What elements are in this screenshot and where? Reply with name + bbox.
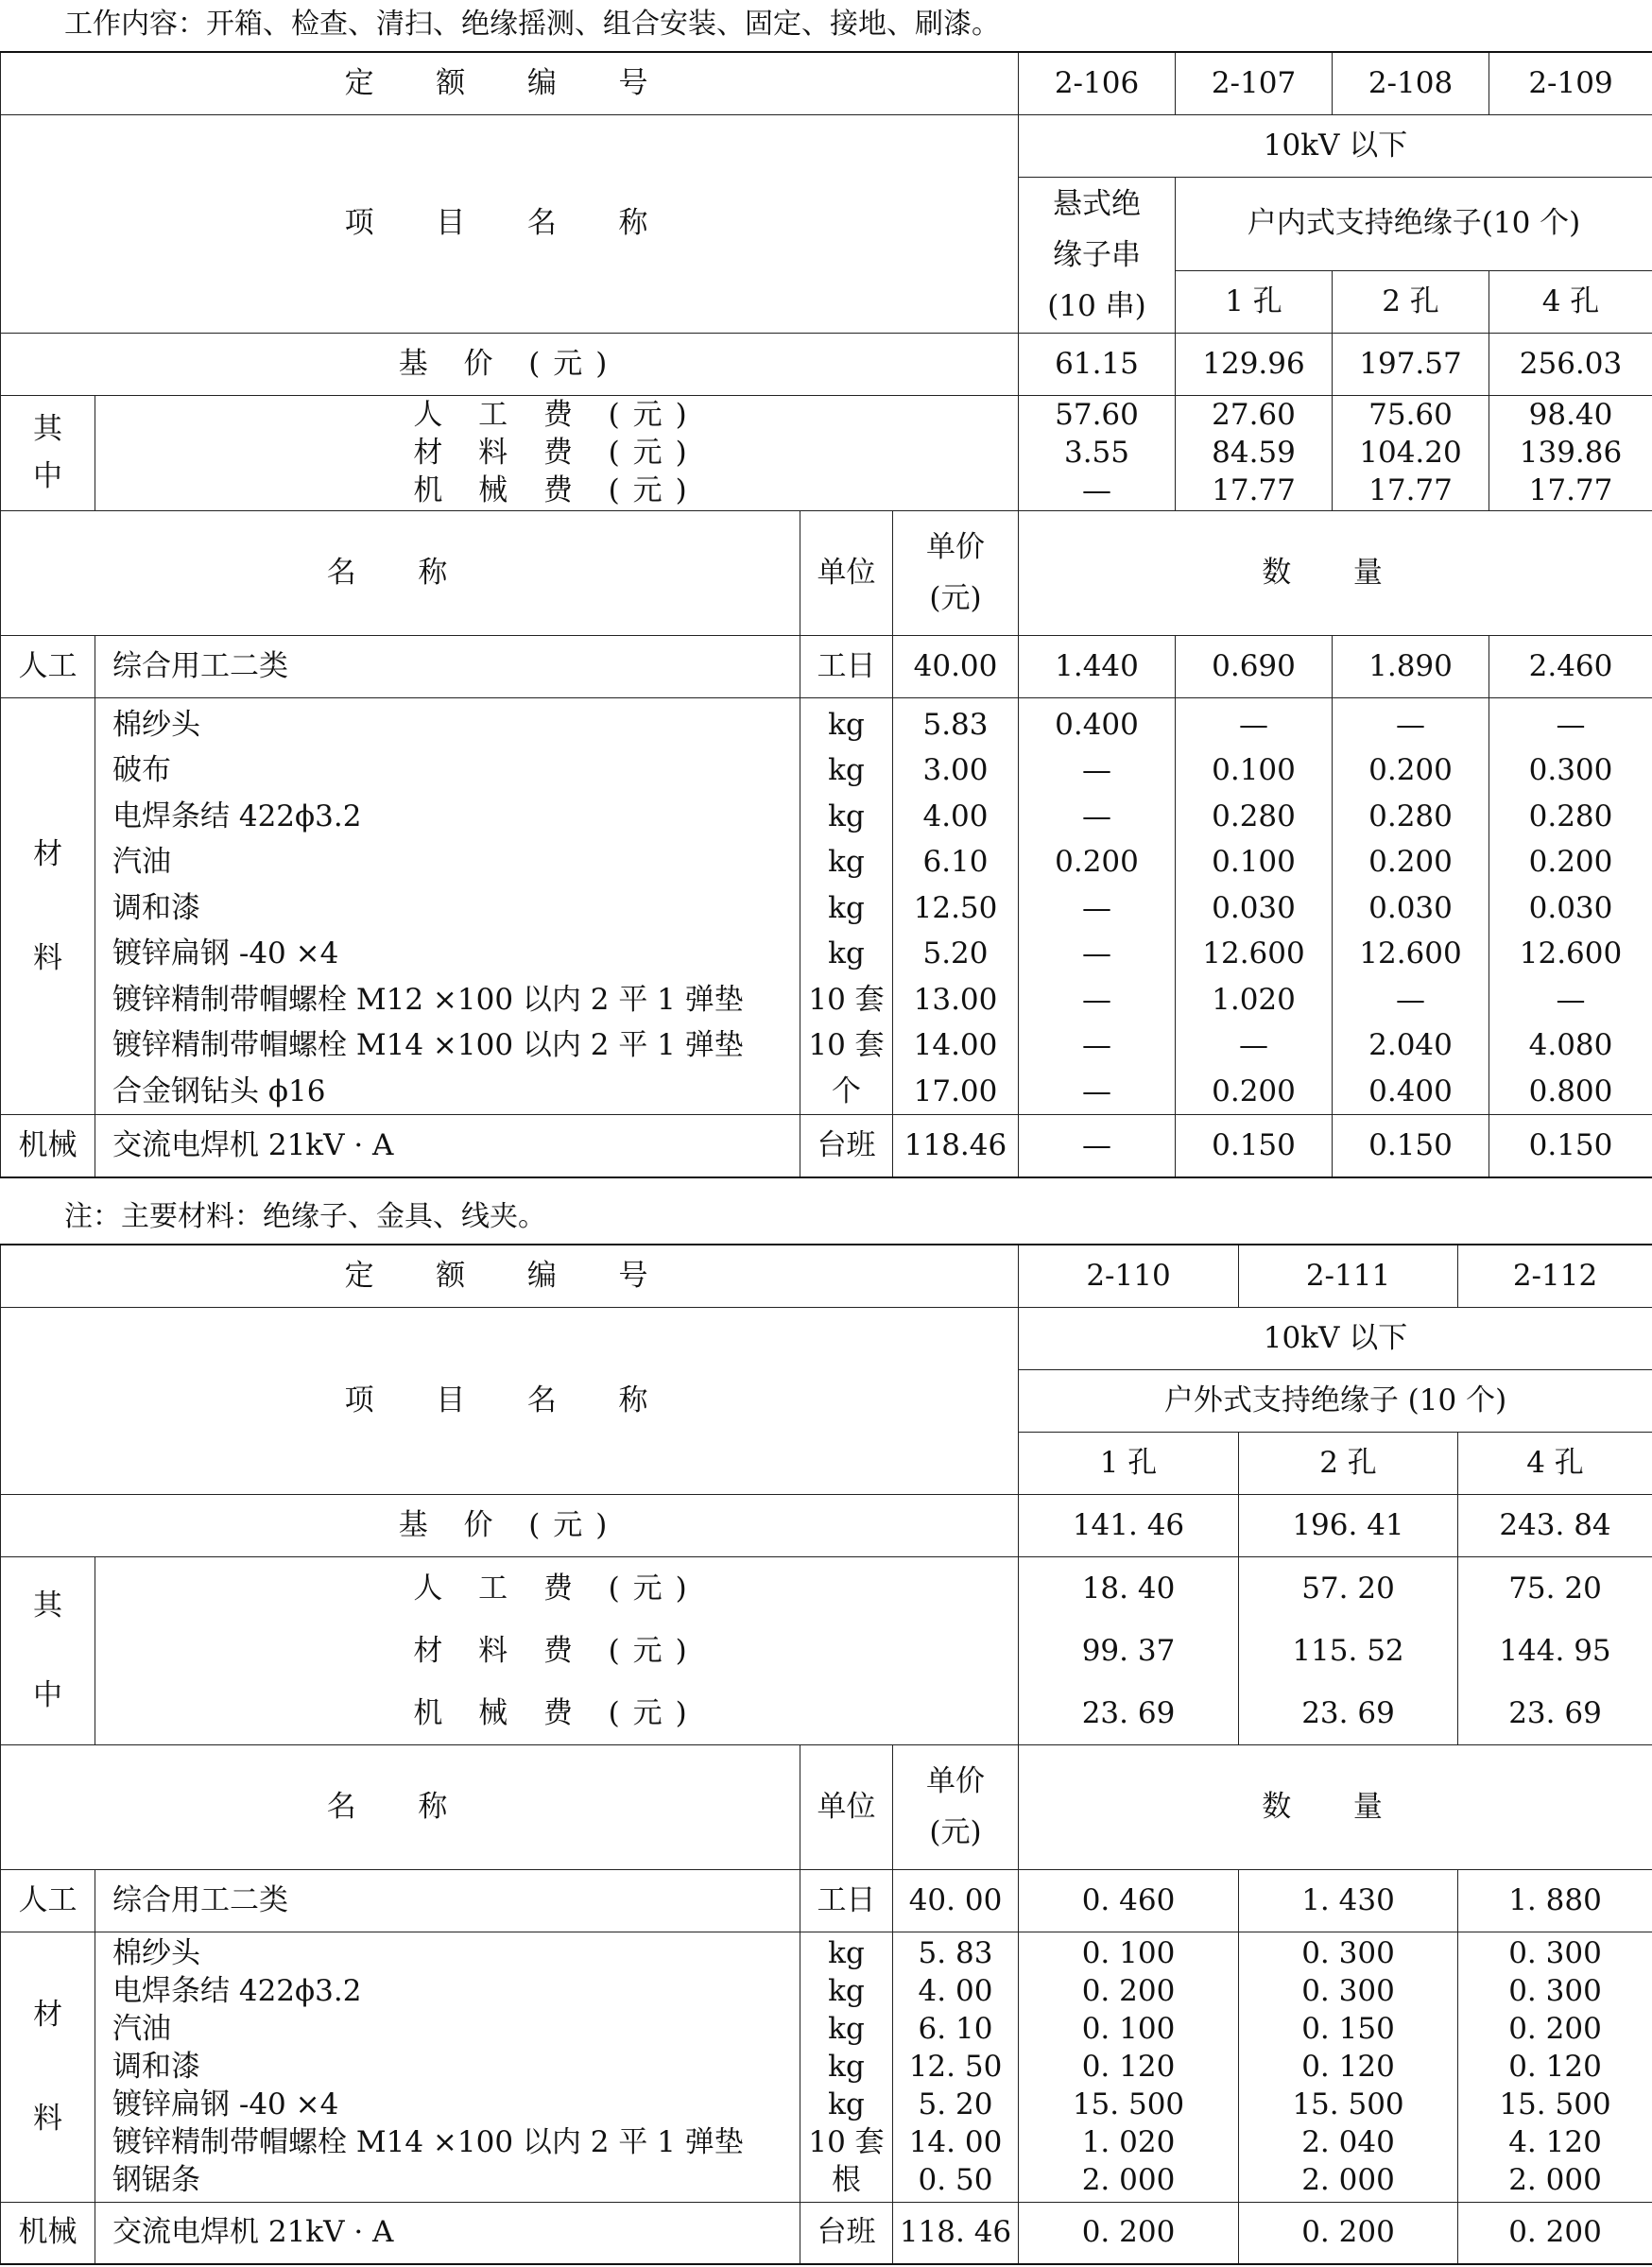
fee-column: 27.60 84.59 17.77 (1176, 395, 1333, 510)
quantity-cell: 1.890 (1333, 635, 1489, 697)
base-price-cell: 196. 41 (1239, 1494, 1458, 1556)
quantity-cell: 0. 200 (1458, 2202, 1652, 2264)
fee-column: 57. 20 115. 52 23. 69 (1239, 1556, 1458, 1744)
voltage-cell: 10kV 以下 (1019, 114, 1652, 177)
material-quantities: 0. 300 0. 300 0. 200 0. 120 15. 500 4. 120 2. 000 (1458, 1932, 1652, 2202)
quantity-cell: 0.150 (1489, 1115, 1652, 1177)
quantity-cell: 2.460 (1489, 635, 1652, 697)
name-header: 名 称 (1, 1744, 800, 1869)
quantity-cell: 0. 460 (1019, 1869, 1239, 1932)
material-prices: 5.83 3.00 4.00 6.10 12.50 5.20 13.00 14.00 17.00 (893, 697, 1019, 1115)
material-name: 镀锌精制带帽螺栓 M14 ×100 以内 2 平 1 弹垫 (112, 1028, 744, 1062)
quantity-cell: 0.150 (1176, 1115, 1333, 1177)
machine-item-price: 118. 46 (893, 2202, 1019, 2264)
cat-machine: 机械 (1, 2202, 95, 2264)
material-name: 破布 (112, 753, 171, 787)
material-name: 镀锌精制带帽螺栓 M12 ×100 以内 2 平 1 弹垫 (112, 982, 744, 1017)
name-header: 名 称 (1, 510, 800, 635)
labor-item-unit: 工日 (800, 1869, 893, 1932)
base-price-cell: 243. 84 (1458, 1494, 1652, 1556)
unit-price-header: 单价 (元) (893, 1744, 1019, 1869)
sub-name-cell: 4 孔 (1458, 1432, 1652, 1494)
labor-item-name: 综合用工二类 (95, 1869, 800, 1932)
quantity-cell: 0.690 (1176, 635, 1333, 697)
note: 注：主要材料：绝缘子、金具、线夹。 (64, 1200, 546, 1233)
fee-column: 75.60 104.20 17.77 (1333, 395, 1489, 510)
code-cell: 2-107 (1176, 52, 1333, 114)
sub-name-cell: 2 孔 (1333, 270, 1489, 333)
quantity-header: 数 量 (1019, 510, 1652, 635)
quantity-cell: 0.150 (1333, 1115, 1489, 1177)
material-quantities: — 0.300 0.280 0.200 0.030 12.600 — 4.080 0.800 (1489, 697, 1652, 1115)
material-name: 棉纱头 (112, 707, 200, 742)
group-name-cell: 户内式支持绝缘子(10 个) (1176, 177, 1652, 270)
labor-item-unit: 工日 (800, 635, 893, 697)
machine-item-unit: 台班 (800, 2202, 893, 2264)
labor-item-price: 40. 00 (893, 1869, 1019, 1932)
fee-labels: 人 工 费 (元) 材 料 费 (元) 机 械 费 (元) (95, 1556, 1019, 1744)
material-name: 调和漆 (112, 2050, 200, 2084)
material-name: 镀锌扁钢 -40 ×4 (112, 2087, 339, 2121)
code-cell: 2-109 (1489, 52, 1652, 114)
base-price-cell: 141. 46 (1019, 1494, 1239, 1556)
machine-item-name: 交流电焊机 21kV · A (95, 2202, 800, 2264)
material-name: 合金钢钻头 ϕ16 (112, 1073, 326, 1108)
fee-labels: 人 工 费 (元) 材 料 费 (元) 机 械 费 (元) (95, 395, 1019, 510)
quota-table-2 (0, 1244, 1652, 2265)
sub-name-cell: 4 孔 (1489, 270, 1652, 333)
unit-price-header: 单价 (元) (893, 510, 1019, 635)
code-cell: 2-108 (1333, 52, 1489, 114)
material-name: 镀锌扁钢 -40 ×4 (112, 936, 339, 970)
material-name: 镀锌精制带帽螺栓 M14 ×100 以内 2 平 1 弹垫 (112, 2125, 744, 2159)
machine-item-name: 交流电焊机 21kV · A (95, 1115, 800, 1177)
quantity-cell: — (1019, 1115, 1176, 1177)
unit-header: 单位 (800, 1744, 893, 1869)
among-label: 其 中 (1, 1556, 95, 1744)
base-price-cell: 129.96 (1176, 333, 1333, 395)
unit-header: 单位 (800, 510, 893, 635)
sub-name-cell: 1 孔 (1019, 1432, 1239, 1494)
fee-column: 57.60 3.55 — (1019, 395, 1176, 510)
quantity-header: 数 量 (1019, 1744, 1652, 1869)
base-price-cell: 256.03 (1489, 333, 1652, 395)
quantity-cell: 1.440 (1019, 635, 1176, 697)
group-name-cell: 户外式支持绝缘子 (10 个) (1019, 1369, 1652, 1432)
quota-no-label: 定 额 编 号 (1, 1245, 1019, 1307)
quota-no-label: 定 额 编 号 (1, 52, 1019, 114)
material-quantities: 0.400 — — 0.200 — — — — — (1019, 697, 1176, 1115)
material-quantities: 0. 100 0. 200 0. 100 0. 120 15. 500 1. 020 2. 000 (1019, 1932, 1239, 2202)
labor-item-name: 综合用工二类 (95, 635, 800, 697)
fee-column: 75. 20 144. 95 23. 69 (1458, 1556, 1652, 1744)
quantity-cell: 0. 200 (1239, 2202, 1458, 2264)
fee-column: 98.40 139.86 17.77 (1489, 395, 1652, 510)
quantity-cell: 1. 880 (1458, 1869, 1652, 1932)
suspension-insulator-cell: 悬式绝 缘子串 (10 串) (1019, 177, 1176, 333)
material-name: 汽油 (112, 845, 171, 879)
cat-material: 材 料 (1, 1932, 95, 2202)
material-quantities: 0. 300 0. 300 0. 150 0. 120 15. 500 2. 040 2. 000 (1239, 1932, 1458, 2202)
material-name: 电焊条结 422ϕ3.2 (112, 1974, 362, 2008)
quantity-cell: 0. 200 (1019, 2202, 1239, 2264)
material-name: 调和漆 (112, 890, 200, 925)
material-name: 汽油 (112, 2012, 171, 2046)
code-cell: 2-110 (1019, 1245, 1239, 1307)
sub-name-cell: 1 孔 (1176, 270, 1333, 333)
project-name-label: 项 目 名 称 (1, 114, 1019, 333)
project-name-label: 项 目 名 称 (1, 1307, 1019, 1494)
material-quantities: — 0.200 0.280 0.200 0.030 12.600 — 2.040 0.400 (1333, 697, 1489, 1115)
material-names (95, 1932, 800, 2202)
labor-item-price: 40.00 (893, 635, 1019, 697)
base-price-cell: 61.15 (1019, 333, 1176, 395)
code-cell: 2-111 (1239, 1245, 1458, 1307)
cat-material: 材 料 (1, 697, 95, 1115)
base-price-label: 基 价 (元) (1, 1494, 1019, 1556)
material-units: kg kg kg kg kg kg 10 套 10 套 个 (800, 697, 893, 1115)
machine-item-price: 118.46 (893, 1115, 1019, 1177)
sub-name-cell: 2 孔 (1239, 1432, 1458, 1494)
cat-labor: 人工 (1, 635, 95, 697)
quantity-cell: 1. 430 (1239, 1869, 1458, 1932)
quota-table-1 (0, 51, 1652, 1178)
among-label: 其 中 (1, 395, 95, 510)
code-cell: 2-112 (1458, 1245, 1652, 1307)
material-units: kg kg kg kg kg 10 套 根 (800, 1932, 893, 2202)
base-price-label: 基 价 (元) (1, 333, 1019, 395)
voltage-cell: 10kV 以下 (1019, 1307, 1652, 1369)
material-name: 钢锯条 (112, 2163, 200, 2197)
code-cell: 2-106 (1019, 52, 1176, 114)
material-name: 电焊条结 422ϕ3.2 (112, 799, 362, 833)
material-quantities: — 0.100 0.280 0.100 0.030 12.600 1.020 — 0.200 (1176, 697, 1333, 1115)
material-prices: 5. 83 4. 00 6. 10 12. 50 5. 20 14. 00 0. 50 (893, 1932, 1019, 2202)
material-names (95, 697, 800, 1115)
cat-labor: 人工 (1, 1869, 95, 1932)
material-name: 棉纱头 (112, 1936, 200, 1970)
work-content: 工作内容：开箱、检查、清扫、绝缘摇测、组合安装、固定、接地、刷漆。 (64, 8, 1000, 41)
base-price-cell: 197.57 (1333, 333, 1489, 395)
machine-item-unit: 台班 (800, 1115, 893, 1177)
fee-column: 18. 40 99. 37 23. 69 (1019, 1556, 1239, 1744)
cat-machine: 机械 (1, 1115, 95, 1177)
